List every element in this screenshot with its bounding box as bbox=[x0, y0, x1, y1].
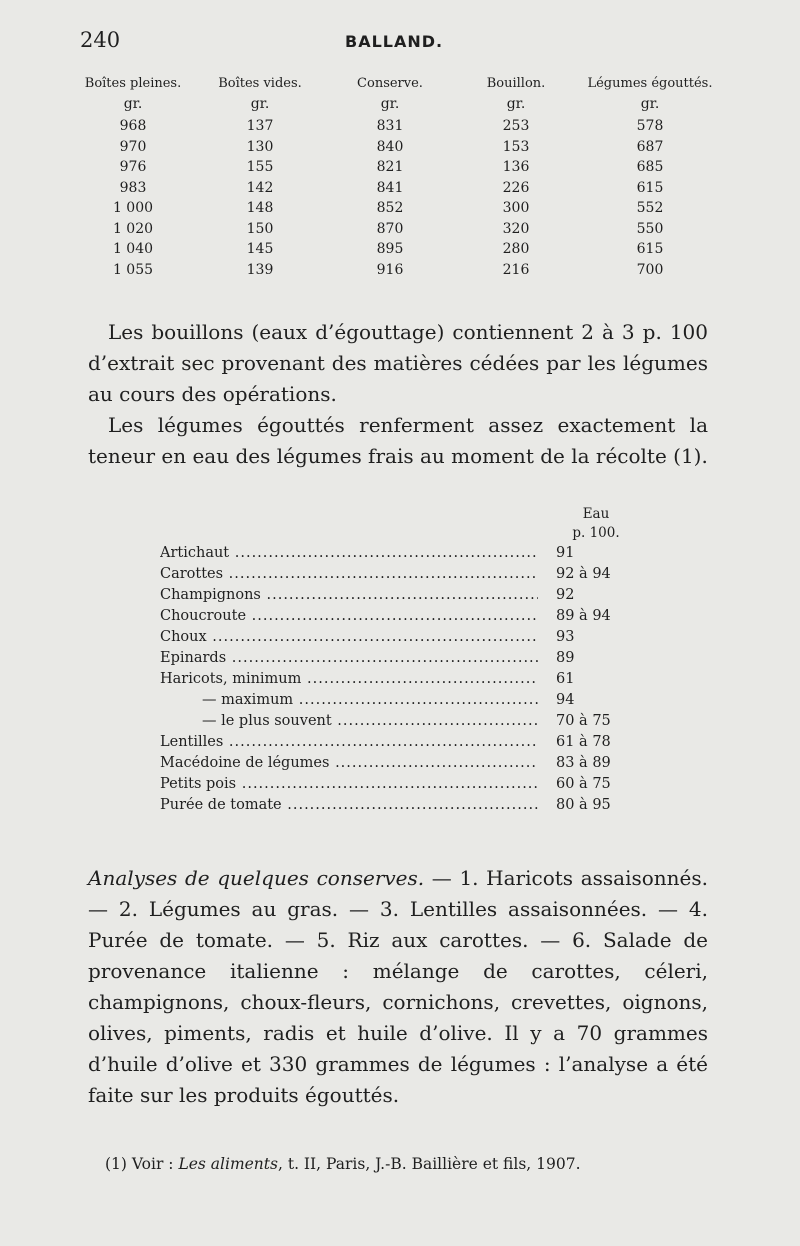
table-cell: 615 bbox=[636, 241, 664, 257]
item-label: Choux ..... bbox=[160, 629, 538, 645]
table-row bbox=[78, 221, 718, 242]
table-cell: 153 bbox=[502, 138, 530, 155]
table-cell: 578 bbox=[636, 118, 664, 134]
unit-cell: gr. bbox=[380, 96, 400, 112]
item-label: Carottes ..... bbox=[160, 566, 538, 582]
table-cell: 145 bbox=[246, 241, 274, 257]
table-row bbox=[78, 262, 718, 283]
table-cell: 687 bbox=[636, 138, 664, 155]
water-column-header bbox=[556, 505, 636, 543]
table-cell: 300 bbox=[502, 200, 530, 216]
table-row bbox=[78, 139, 718, 160]
unit-cell: gr. bbox=[640, 96, 660, 112]
item-label: Épinards ..... bbox=[160, 650, 538, 666]
table-cell: 615 bbox=[636, 179, 664, 196]
table-row bbox=[78, 200, 718, 221]
table-cell: 155 bbox=[246, 159, 274, 175]
analyses-body: — 1. Haricots assaisonnés. — 2. Légumes au gras. — 3. Lentilles assaisonnées. — 4. Purée de tomate. — 5. Riz aux carottes. — 6. Salade de provenance italienne : mélange de carottes, céleri, champignons, choux-fleurs, cornichons, crevettes, oignons, olives, piments, radis et huile d’olive. Il y a 70 grammes d’huile d’olive et 330 grammes de légumes : l’analyse a été faite sur les produits égouttés. bbox=[88, 866, 708, 1107]
table-row bbox=[78, 241, 718, 262]
table-cell: 895 bbox=[376, 241, 404, 257]
table-cell: 137 bbox=[246, 118, 274, 134]
table-row bbox=[78, 180, 718, 201]
table-cell: 841 bbox=[376, 179, 404, 196]
item-value: 92 à 94 bbox=[556, 566, 611, 582]
item-label: Choucroute ..... bbox=[160, 608, 538, 624]
water-table-body bbox=[160, 545, 640, 818]
table-cell: 148 bbox=[246, 200, 274, 216]
table-row bbox=[78, 118, 718, 139]
table-cell: 142 bbox=[246, 179, 274, 196]
unit-cell: gr. bbox=[506, 96, 526, 112]
table-cell: 840 bbox=[376, 138, 404, 155]
table-body bbox=[78, 118, 718, 282]
list-item bbox=[160, 671, 640, 692]
table-header-row bbox=[78, 76, 718, 96]
column-header: Boîtes pleines. bbox=[84, 76, 182, 91]
paragraph-legumes-egouttes: Les légumes égouttés renferment assez exactement la teneur en eau des légumes frais au moment de la récolte (1). bbox=[88, 413, 708, 468]
column-header: Conserve. bbox=[357, 76, 423, 91]
item-label: — maximum ..... bbox=[160, 692, 538, 708]
table-cell: 550 bbox=[636, 220, 664, 237]
item-label: Lentilles ..... bbox=[160, 734, 538, 750]
item-value: 92 bbox=[556, 587, 575, 603]
column-header: Légumes égouttés. bbox=[587, 76, 713, 91]
item-label: Petits pois ..... bbox=[160, 776, 538, 792]
item-value: 89 à 94 bbox=[556, 608, 611, 624]
list-item bbox=[160, 734, 640, 755]
column-header: Bouillon. bbox=[486, 76, 546, 91]
list-item bbox=[160, 797, 640, 818]
table-cell: 1 040 bbox=[112, 241, 154, 257]
item-label: Artichaut ..... bbox=[160, 545, 538, 561]
unit-cell: gr. bbox=[123, 96, 143, 112]
paragraph-bouillons: Les bouillons (eaux d’égouttage) contiennent 2 à 3 p. 100 d’extrait sec provenant des matières cédées par les légumes au cours des opérations. bbox=[88, 320, 708, 406]
running-title: BALLAND. bbox=[345, 32, 444, 51]
list-item bbox=[160, 587, 640, 608]
footnote-rest: , t. II, Paris, J.-B. Baillière et fils, 1907. bbox=[277, 1155, 581, 1173]
table-cell: 700 bbox=[636, 261, 664, 278]
item-value: 70 à 75 bbox=[556, 713, 611, 729]
list-item bbox=[160, 755, 640, 776]
item-value: 83 à 89 bbox=[556, 755, 611, 771]
table-cell: 226 bbox=[502, 179, 530, 196]
list-item bbox=[160, 776, 640, 797]
table-cell: 253 bbox=[502, 118, 530, 134]
item-value: 80 à 95 bbox=[556, 797, 611, 813]
table-cell: 1 020 bbox=[112, 220, 154, 237]
footnote bbox=[105, 1155, 581, 1173]
list-item bbox=[160, 713, 640, 734]
item-label: Macédoine de légumes ..... bbox=[160, 755, 538, 771]
table-cell: 870 bbox=[376, 220, 404, 237]
unit-cell: gr. bbox=[250, 96, 270, 112]
table-cell: 216 bbox=[502, 261, 530, 278]
table-cell: 1 055 bbox=[112, 261, 154, 278]
item-value: 60 à 75 bbox=[556, 776, 611, 792]
column-header: Boîtes vides. bbox=[218, 76, 302, 91]
footnote-prefix: (1) Voir : bbox=[105, 1155, 179, 1173]
table-cell: 320 bbox=[502, 220, 530, 237]
list-item bbox=[160, 650, 640, 671]
table-cell: 916 bbox=[376, 261, 404, 278]
weights-table bbox=[78, 76, 718, 282]
item-value: 89 bbox=[556, 650, 575, 666]
list-item bbox=[160, 608, 640, 629]
table-row bbox=[78, 159, 718, 180]
list-item bbox=[160, 629, 640, 650]
table-cell: 685 bbox=[636, 159, 664, 175]
item-label: — le plus souvent ..... bbox=[160, 713, 538, 729]
table-cell: 130 bbox=[246, 138, 274, 155]
water-header-line: Eau bbox=[582, 506, 610, 522]
list-item bbox=[160, 692, 640, 713]
item-label: Purée de tomate ..... bbox=[160, 797, 538, 813]
page-header bbox=[80, 28, 720, 58]
item-label: Champignons ..... bbox=[160, 587, 538, 603]
table-cell: 831 bbox=[376, 118, 404, 134]
list-item bbox=[160, 545, 640, 566]
table-cell: 150 bbox=[246, 220, 274, 237]
table-cell: 552 bbox=[636, 200, 664, 216]
table-cell: 280 bbox=[502, 241, 530, 257]
table-cell: 136 bbox=[502, 159, 530, 175]
table-cell: 976 bbox=[119, 159, 147, 175]
item-value: 93 bbox=[556, 629, 575, 645]
table-cell: 139 bbox=[246, 261, 274, 278]
table-cell: 983 bbox=[119, 179, 147, 196]
table-cell: 970 bbox=[119, 138, 147, 155]
item-value: 91 bbox=[556, 545, 575, 561]
item-value: 61 à 78 bbox=[556, 734, 611, 750]
footnote-book-title: Les aliments bbox=[178, 1155, 278, 1173]
page-number: 240 bbox=[80, 28, 121, 52]
item-label: Haricots, minimum ..... bbox=[160, 671, 538, 687]
table-cell: 1 000 bbox=[112, 200, 154, 216]
analyses-title: Analyses de quelques conserves. bbox=[88, 866, 425, 890]
item-value: 94 bbox=[556, 692, 575, 708]
table-cell: 821 bbox=[376, 159, 404, 175]
table-cell: 852 bbox=[376, 200, 404, 216]
table-unit-row bbox=[78, 96, 718, 118]
table-cell: 968 bbox=[119, 118, 147, 134]
water-header-unit: p. 100. bbox=[572, 525, 620, 541]
paragraph-analyses bbox=[88, 863, 708, 1111]
list-item bbox=[160, 566, 640, 587]
item-value: 61 bbox=[556, 671, 575, 687]
